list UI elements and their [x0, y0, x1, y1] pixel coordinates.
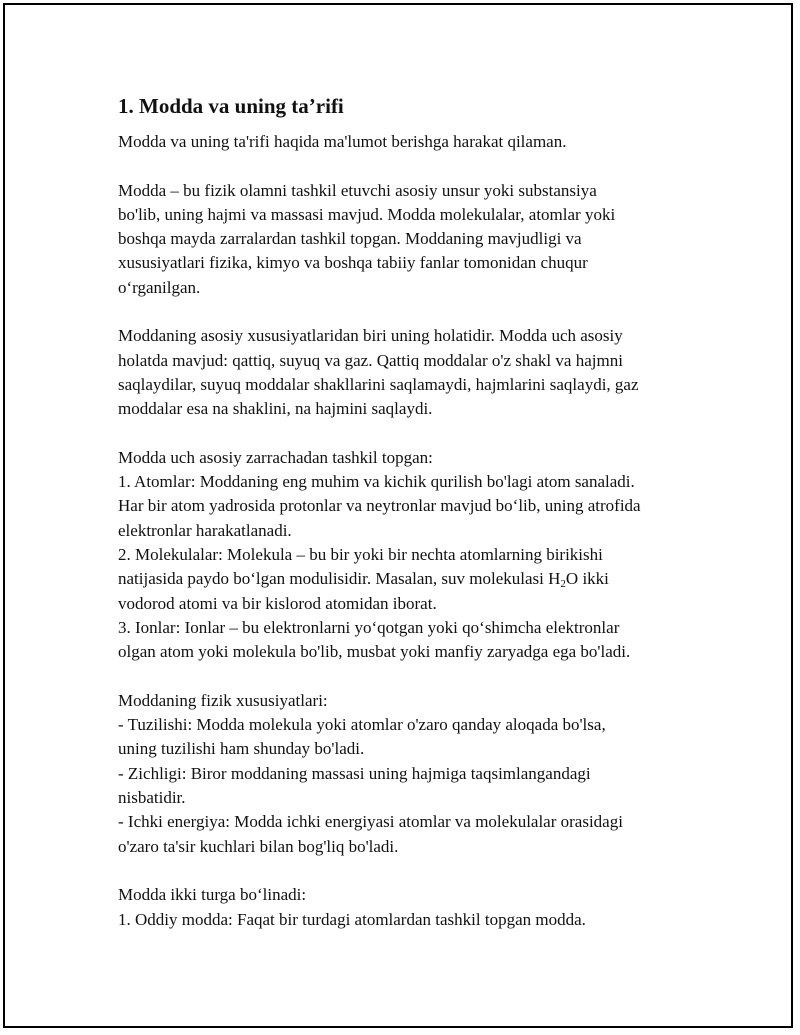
- molecules-line-2-tail: O ikki: [565, 569, 609, 589]
- document-title: 1. Modda va uning ta’rifi: [118, 94, 344, 118]
- physical-line-1: - Tuzilishi: Modda molekula yoki atomlar o'zaro qanday aloqada bo'lsa,: [118, 715, 606, 735]
- document-content: [118, 92, 718, 956]
- definition-line-3: boshqa mayda zarralardan tashkil topgan. Moddaning mavjudligi va: [118, 229, 582, 249]
- physical-heading: Moddaning fizik xususiyatlari:: [118, 690, 328, 710]
- types-paragraph: [118, 883, 718, 932]
- definition-line-2: bo'lib, uning hajmi va massasi mavjud. Modda molekulalar, atomlar yoki: [118, 204, 616, 224]
- physical-line-4: nisbatidir.: [118, 788, 186, 808]
- molecules-line-2: [118, 567, 718, 591]
- states-line-3: saqlaydilar, suyuq moddalar shakllarini saqlamaydi, hajmlarini saqlaydi, gaz: [118, 374, 639, 394]
- definition-paragraph: [118, 179, 718, 300]
- physical-line-2: uning tuzilishi ham shunday bo'ladi.: [118, 739, 365, 759]
- particles-paragraph: [118, 446, 718, 665]
- definition-line-4: xususiyatlari fizika, kimyo va boshqa tabiiy fanlar tomonidan chuqur: [118, 253, 588, 273]
- definition-line-5: o‘rganilgan.: [118, 277, 201, 297]
- ions-line-2: olgan atom yoki molekula bo'lib, musbat yoki manfiy zaryadga ega bo'ladi.: [118, 642, 631, 662]
- states-paragraph: [118, 324, 718, 421]
- water-formula-subscript: 2: [560, 578, 566, 591]
- intro-line: Modda va uning ta'rifi haqida ma'lumot berishga harakat qilaman.: [118, 132, 567, 151]
- molecules-line-1: 2. Molekulalar: Molekula – bu bir yoki bir nechta atomlarning birikishi: [118, 545, 603, 565]
- ions-line-1: 3. Ionlar: Ionlar – bu elektronlarni yo‘qotgan yoki qo‘shimcha elektronlar: [118, 617, 620, 637]
- molecules-line-3: vodorod atomi va bir kislorod atomidan iborat.: [118, 593, 437, 613]
- states-line-1: Moddaning asosiy xususiyatlaridan biri uning holatidir. Modda uch asosiy: [118, 326, 623, 346]
- physical-paragraph: [118, 689, 718, 859]
- types-line-1: 1. Oddiy modda: Faqat bir turdagi atomlardan tashkil topgan modda.: [118, 909, 586, 929]
- intro-paragraph: [118, 130, 718, 154]
- states-line-4: moddalar esa na shaklini, na hajmini saqlaydi.: [118, 399, 433, 419]
- states-line-2: holatda mavjud: qattiq, suyuq va gaz. Qattiq moddalar o'z shakl va hajmni: [118, 350, 623, 370]
- particles-heading: Modda uch asosiy zarrachadan tashkil topgan:: [118, 447, 433, 467]
- physical-line-3: - Zichligi: Biror moddaning massasi uning hajmiga taqsimlangandagi: [118, 763, 591, 783]
- atoms-line-1: 1. Atomlar: Moddaning eng muhim va kichik qurilish bo'lagi atom sanaladi.: [118, 472, 635, 492]
- molecules-line-2-text: natijasida paydo bo‘lgan modulisidir. Masalan, suv molekulasi H: [118, 569, 561, 589]
- physical-line-6: o'zaro ta'sir kuchlari bilan bog'liq bo'ladi.: [118, 836, 399, 856]
- atoms-line-2: Har bir atom yadrosida protonlar va neytronlar mavjud bo‘lib, uning atrofida: [118, 496, 641, 516]
- types-heading: Modda ikki turga bo‘linadi:: [118, 885, 307, 905]
- atoms-line-3: elektronlar harakatlanadi.: [118, 520, 292, 540]
- definition-line-1: Modda – bu fizik olamni tashkil etuvchi asosiy unsur yoki substansiya: [118, 180, 597, 200]
- physical-line-5: - Ichki energiya: Modda ichki energiyasi atomlar va molekulalar orasidagi: [118, 812, 623, 832]
